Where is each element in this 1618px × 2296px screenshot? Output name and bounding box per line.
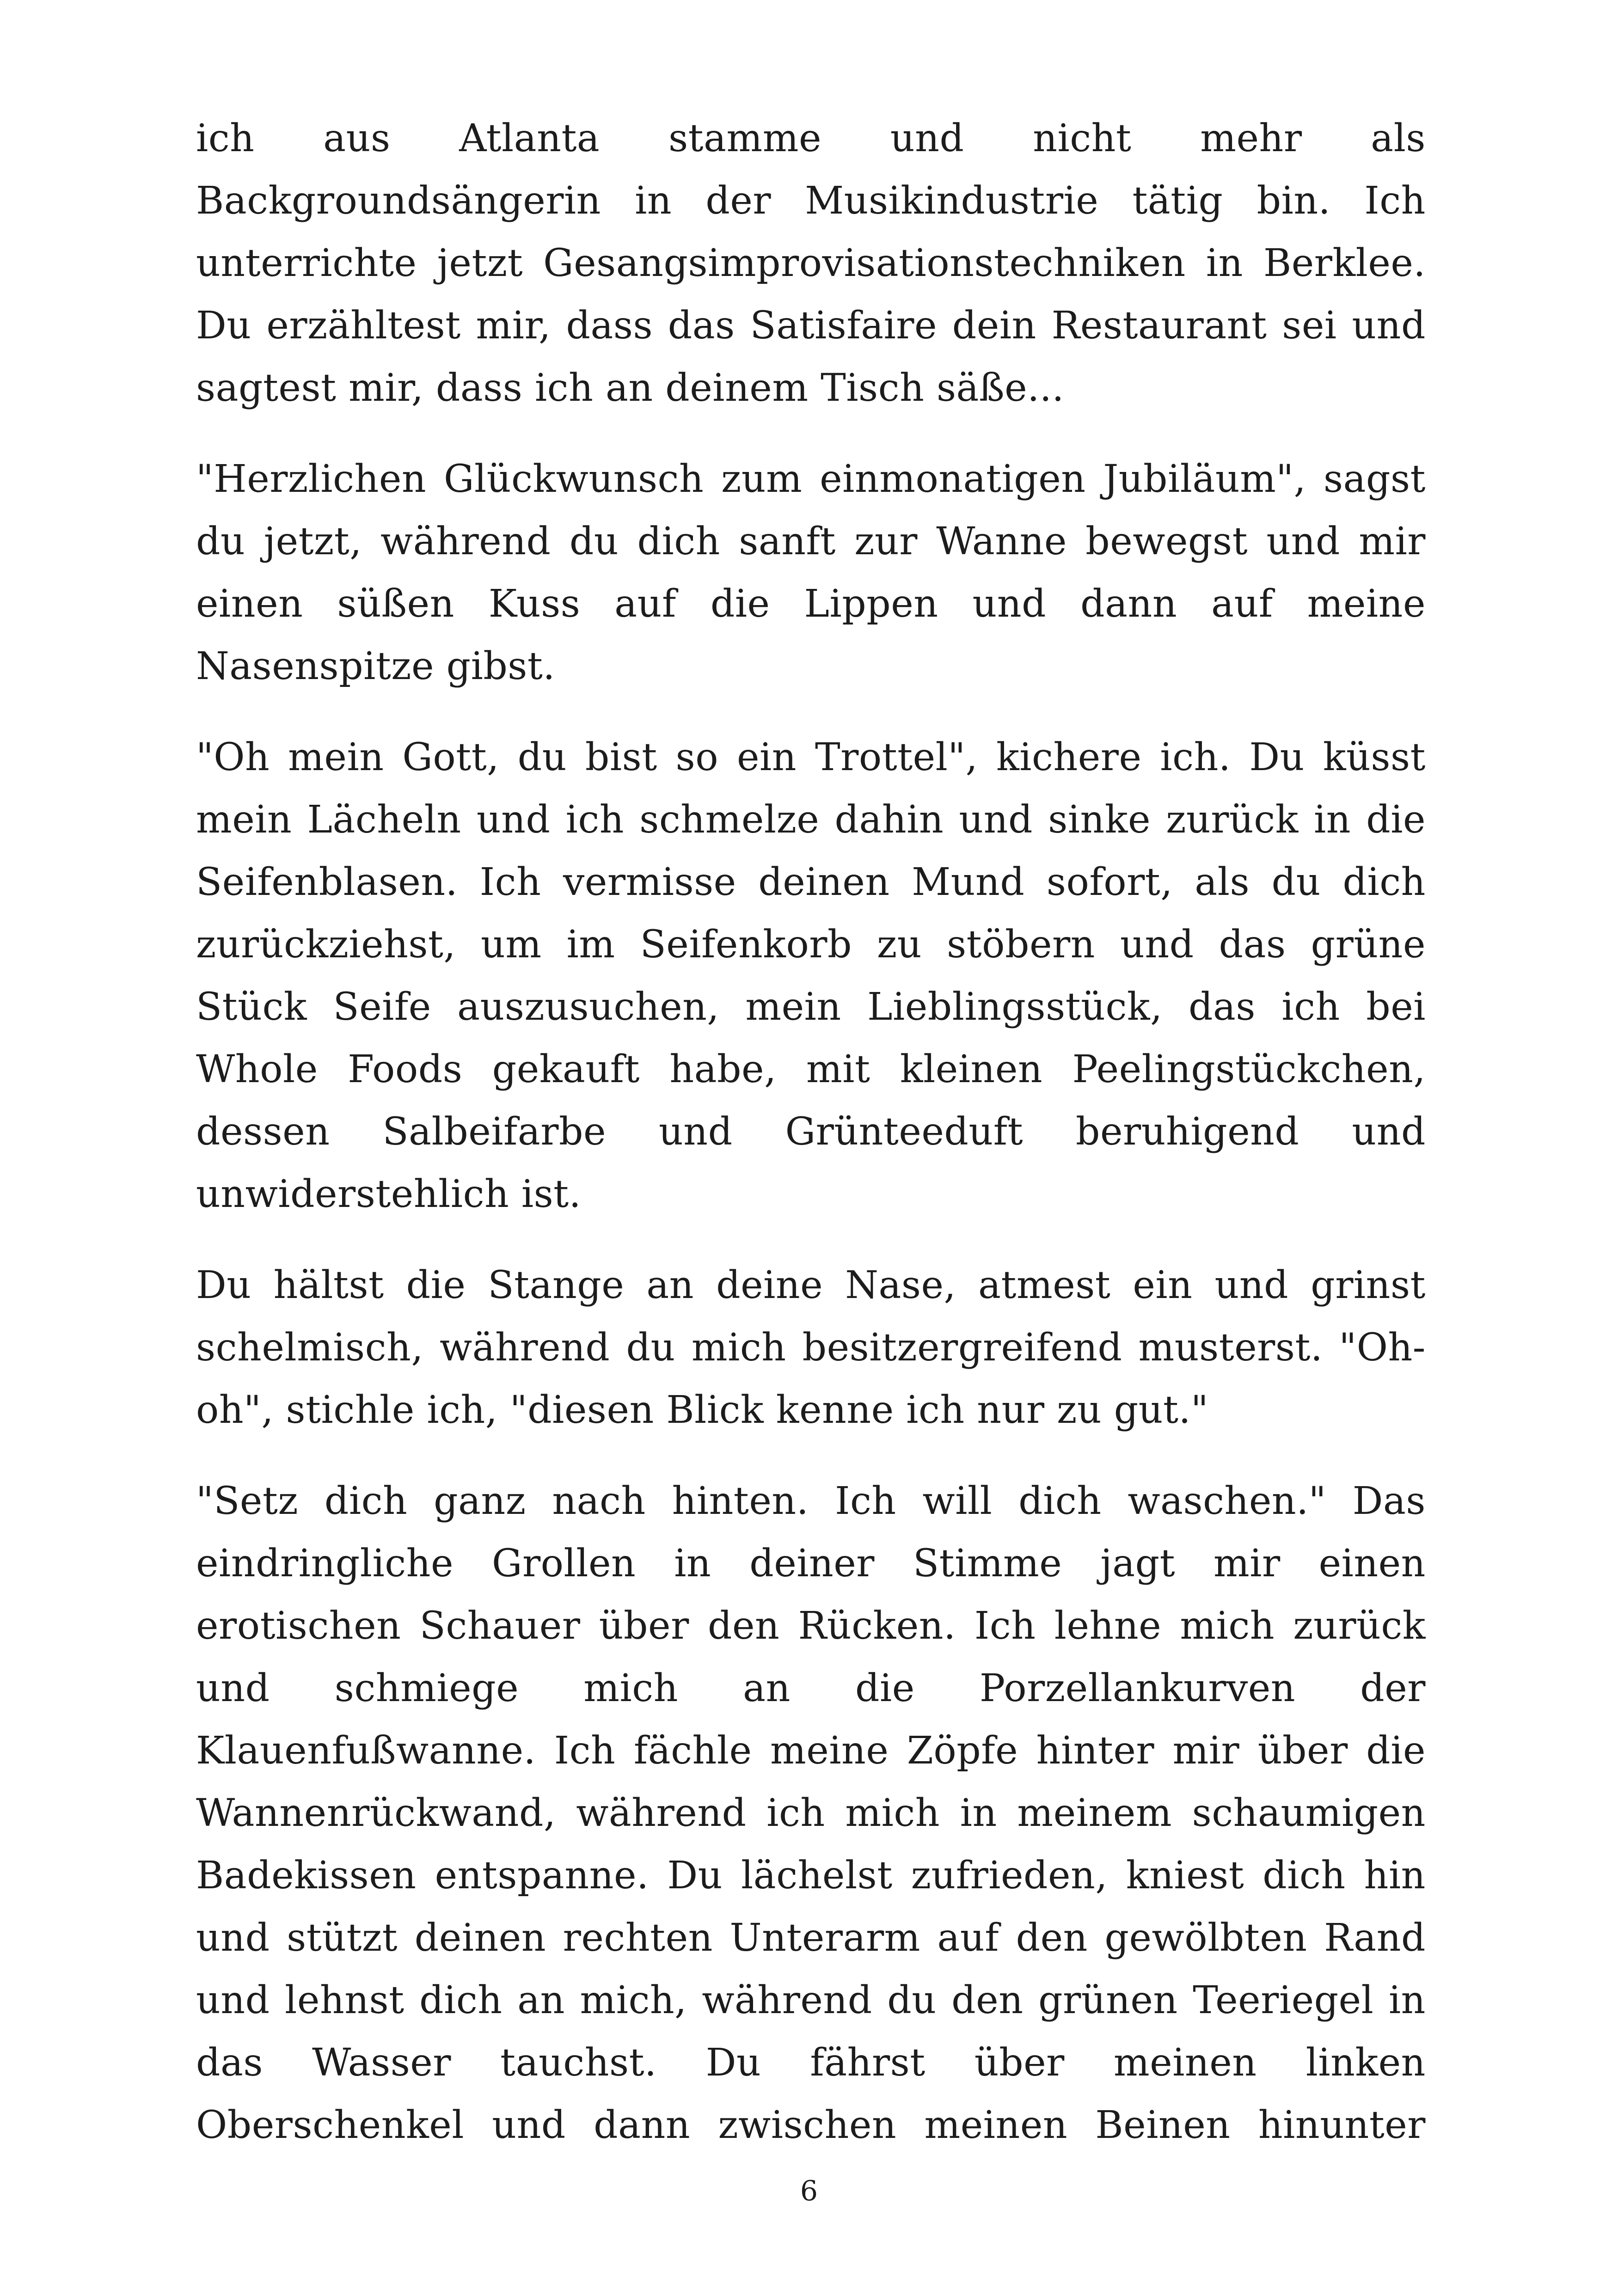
- text-line: ich aus Atlanta stamme und nicht mehr als: [196, 116, 1426, 160]
- body-text: [196, 107, 1426, 2185]
- paragraph-1: [196, 107, 1426, 419]
- text-line: "Herzlichen Glückwunsch zum einmonatigen Jubiläum", sagst: [196, 457, 1426, 501]
- paragraph-3: [196, 726, 1426, 1225]
- text-line: Backgroundsängerin in der Musikindustrie tätig bin. Ich: [196, 179, 1426, 223]
- text-line: eindringliche Grollen in deiner Stimme jagt mir einen: [196, 1542, 1426, 1586]
- text-line: sagtest mir, dass ich an deinem Tisch säße...: [196, 366, 1064, 410]
- text-line: Badekissen entspanne. Du lächelst zufrieden, kniest dich hin: [196, 1854, 1426, 1898]
- text-line: einen süßen Kuss auf die Lippen und dann auf meine: [196, 582, 1426, 626]
- text-line: "Oh mein Gott, du bist so ein Trottel", kichere ich. Du küsst: [196, 735, 1426, 779]
- text-line: erotischen Schauer über den Rücken. Ich lehne mich zurück: [196, 1604, 1426, 1648]
- text-line: Seifenblasen. Ich vermisse deinen Mund sofort, als du dich: [196, 860, 1426, 904]
- text-line: "Setz dich ganz nach hinten. Ich will dich waschen." Das: [196, 1479, 1426, 1523]
- text-line: Nasenspitze gibst.: [196, 644, 555, 688]
- text-line: das Wasser tauchst. Du fährst über meinen linken: [196, 2041, 1426, 2085]
- paragraph-5: [196, 1470, 1426, 2156]
- text-line: und schmiege mich an die Porzellankurven der: [196, 1666, 1426, 1710]
- text-line: dessen Salbeifarbe und Grünteeduft beruhigend und: [196, 1110, 1426, 1154]
- page-number: 6: [800, 2175, 818, 2207]
- text-line: und lehnst dich an mich, während du den grünen Teeriegel in: [196, 1978, 1426, 2022]
- text-line: Du hältst die Stange an deine Nase, atmest ein und grinst: [196, 1263, 1426, 1307]
- text-line: unterrichte jetzt Gesangsimprovisationstechniken in Berklee.: [196, 241, 1426, 285]
- text-line: du jetzt, während du dich sanft zur Wanne bewegst und mir: [196, 520, 1426, 563]
- text-line: schelmisch, während du mich besitzergreifend musterst. "Oh-: [196, 1326, 1426, 1370]
- text-line: Klauenfußwanne. Ich fächle meine Zöpfe hinter mir über die: [196, 1729, 1426, 1773]
- paragraph-4: [196, 1254, 1426, 1441]
- text-line: Wannenrückwand, während ich mich in meinem schaumigen: [196, 1791, 1426, 1835]
- paragraph-2: [196, 448, 1426, 698]
- text-line: unwiderstehlich ist.: [196, 1172, 582, 1216]
- text-line: mein Lächeln und ich schmelze dahin und sinke zurück in die: [196, 798, 1426, 842]
- text-line: Du erzähltest mir, dass das Satisfaire dein Restaurant sei und: [196, 304, 1426, 348]
- text-line: Whole Foods gekauft habe, mit kleinen Peelingstückchen,: [196, 1047, 1426, 1091]
- text-line: Oberschenkel und dann zwischen meinen Beinen hinunter: [196, 2103, 1426, 2147]
- text-line: zurückziehst, um im Seifenkorb zu stöbern und das grüne: [196, 923, 1426, 967]
- text-line: und stützt deinen rechten Unterarm auf den gewölbten Rand: [196, 1916, 1426, 1960]
- text-line: oh", stichle ich, "diesen Blick kenne ich nur zu gut.": [196, 1388, 1209, 1432]
- text-line: Stück Seife auszusuchen, mein Lieblingsstück, das ich bei: [196, 985, 1426, 1029]
